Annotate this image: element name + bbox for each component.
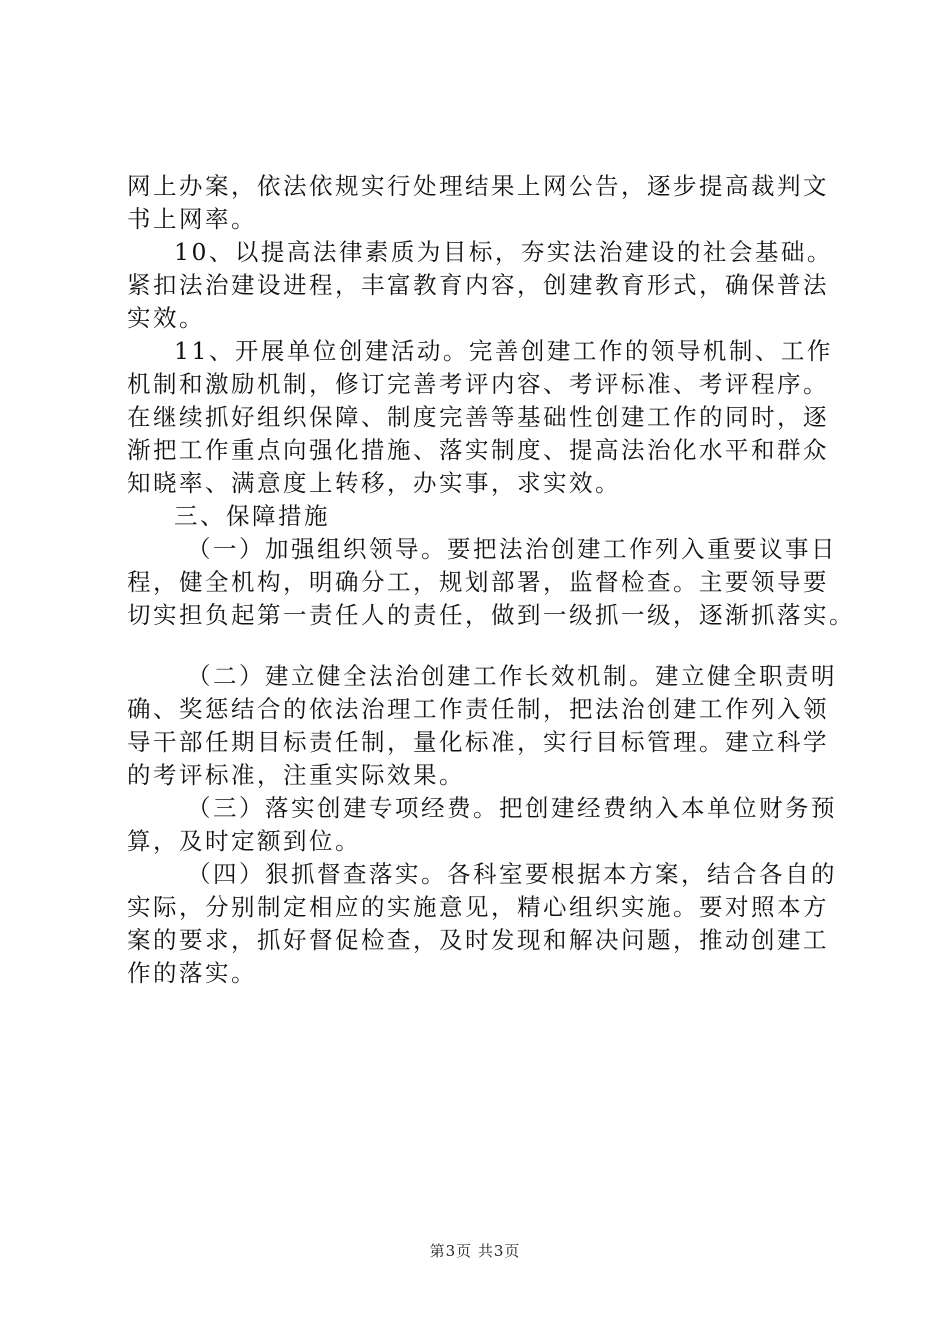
body-line: 渐把工作重点向强化措施、落实制度、提高法治化水平和群众 bbox=[127, 436, 829, 464]
body-line: 网上办案，依法依规实行处理结果上网公告，逐步提高裁判文 bbox=[127, 172, 829, 200]
body-line: 确、奖惩结合的依法治理工作责任制，把法治创建工作列入领 bbox=[127, 695, 829, 723]
section-heading: 三、保障措施 bbox=[174, 502, 330, 530]
body-line: 切实担负起第一责任人的责任，做到一级抓一级，逐渐抓落实。 bbox=[127, 601, 855, 629]
body-line: 导干部任期目标责任制，量化标准，实行目标管理。建立科学 bbox=[127, 728, 829, 756]
body-line: 算，及时定额到位。 bbox=[127, 827, 361, 855]
section-item-10: 10、以提高法律素质为目标，夯实法治建设的社会基础。 bbox=[174, 238, 833, 266]
subsection-1: （一）加强组织领导。要把法治创建工作列入重要议事日 bbox=[187, 535, 837, 563]
body-line: 实际，分别制定相应的实施意见，精心组织实施。要对照本方 bbox=[127, 893, 829, 921]
body-line: 实效。 bbox=[127, 304, 205, 332]
body-line: 在继续抓好组织保障、制度完善等基础性创建工作的同时，逐 bbox=[127, 403, 829, 431]
body-line: 程，健全机构，明确分工，规划部署，监督检查。主要领导要 bbox=[127, 568, 829, 596]
body-line: 的考评标准，注重实际效果。 bbox=[127, 761, 465, 789]
body-line: 紧扣法治建设进程，丰富教育内容，创建教育形式，确保普法 bbox=[127, 271, 829, 299]
body-line: 案的要求，抓好督促检查，及时发现和解决问题，推动创建工 bbox=[127, 926, 829, 954]
body-line: 书上网率。 bbox=[127, 205, 257, 233]
subsection-4: （四）狠抓督查落实。各科室要根据本方案，结合各自的 bbox=[187, 860, 837, 888]
paragraph-gap bbox=[127, 632, 847, 660]
document-body bbox=[127, 170, 855, 990]
subsection-2: （二）建立健全法治创建工作长效机制。建立健全职责明 bbox=[187, 662, 837, 690]
body-line: 知晓率、满意度上转移，办实事，求实效。 bbox=[127, 469, 621, 497]
section-item-11: 11、开展单位创建活动。完善创建工作的领导机制、工作 bbox=[174, 337, 833, 365]
page-number-footer: 第3页 共3页 bbox=[429, 1242, 521, 1260]
body-line: 作的落实。 bbox=[127, 959, 257, 987]
subsection-3: （三）落实创建专项经费。把创建经费纳入本单位财务预 bbox=[187, 794, 837, 822]
body-line: 机制和激励机制，修订完善考评内容、考评标准、考评程序。 bbox=[127, 370, 829, 398]
